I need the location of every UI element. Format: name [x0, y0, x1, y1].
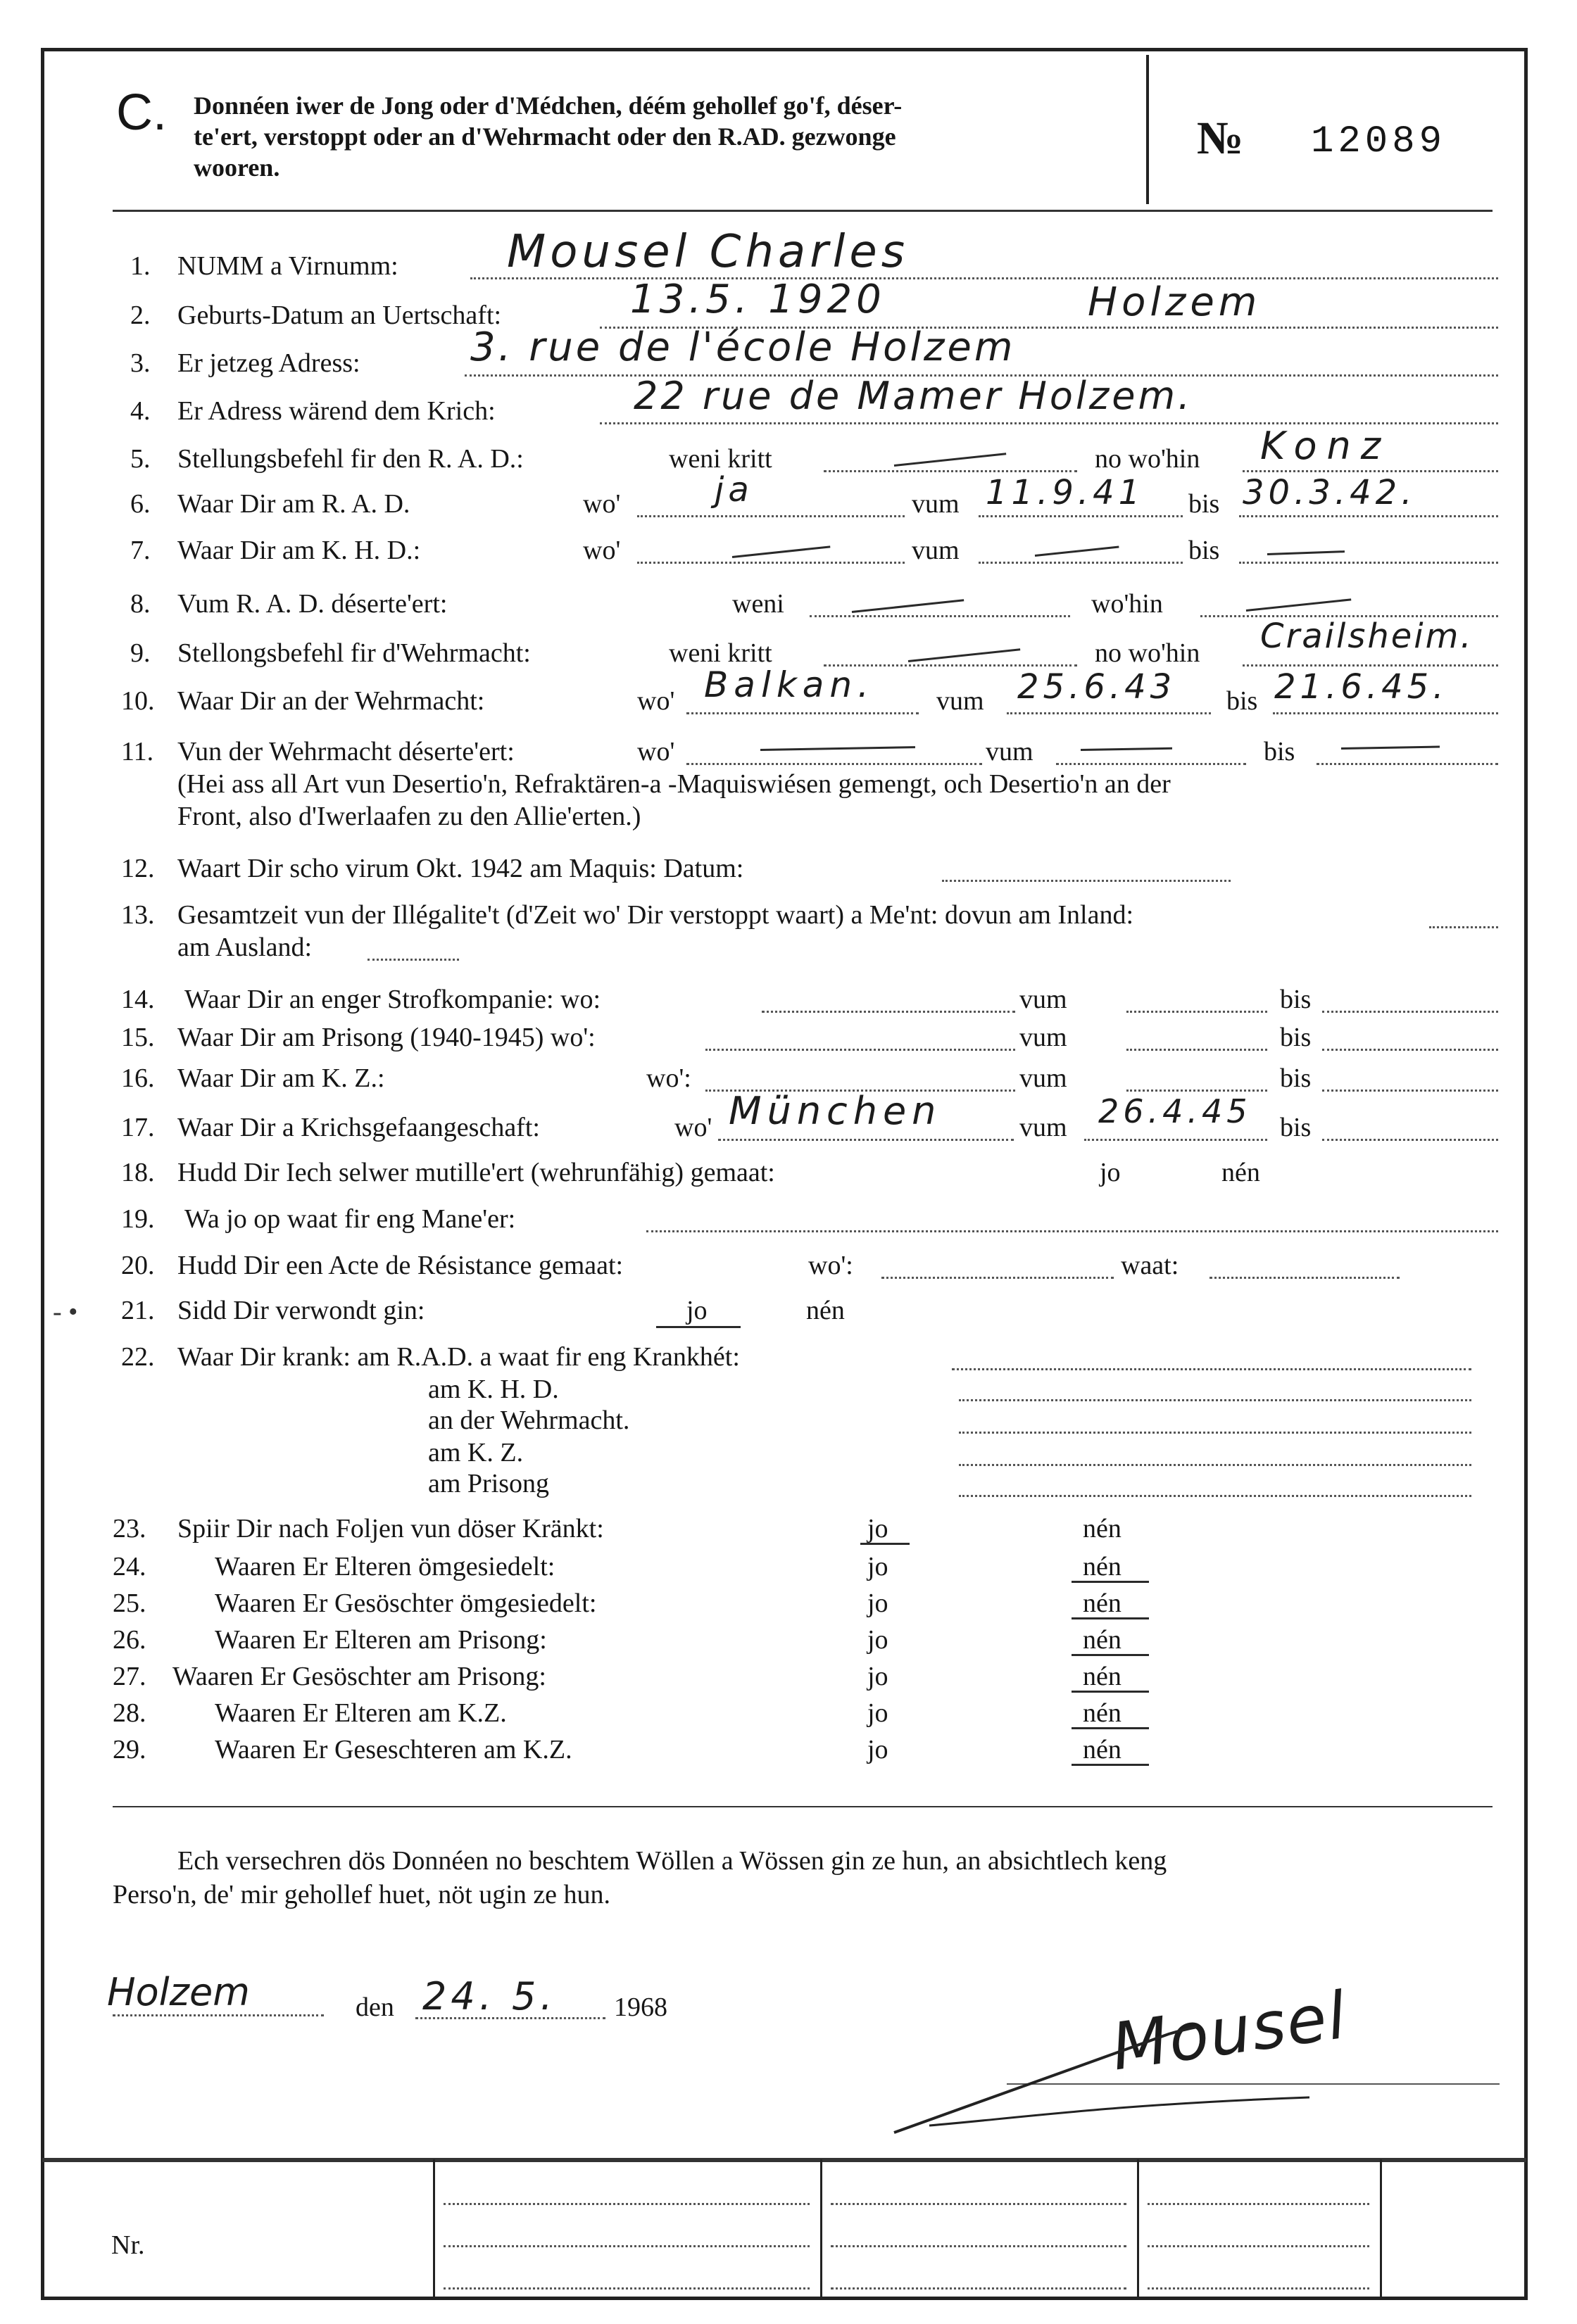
signature-date-line	[415, 2017, 605, 2019]
row-15-vum: vum	[1019, 1023, 1067, 1052]
row-11-note-line-1: (Hei ass all Art vun Desertio'n, Refraktären-a -Maquiswiésen gemengt, och Desertio'n an der	[177, 769, 1171, 799]
row-10-number: 10.	[121, 686, 155, 716]
row-13-label-2: am Ausland:	[177, 933, 313, 962]
row-21-number: 21.	[121, 1296, 155, 1325]
row-22-sub-4: am Prisong	[428, 1469, 550, 1498]
row-13-inland-line	[1429, 926, 1498, 928]
row-2-place: Holzem	[1088, 279, 1262, 325]
row-4-answer: 22 rue de Mamer Holzem.	[634, 374, 1193, 418]
row-14-wo-line	[762, 1011, 1015, 1013]
row-6-vum-line	[979, 515, 1183, 517]
header-title-line-3: wooren.	[194, 153, 280, 182]
header-rule	[113, 210, 1493, 212]
footer-col-3	[1137, 2159, 1139, 2300]
row-8-weni: weni	[732, 589, 784, 619]
row-18-jo: jo	[1100, 1158, 1121, 1187]
row-29-number: 29.	[113, 1735, 146, 1764]
row-8-number: 8.	[130, 589, 151, 619]
row-7-vum: vum	[912, 536, 960, 565]
footer-dots-3a	[1148, 2203, 1369, 2205]
row-21-marker: - •	[53, 1297, 78, 1327]
row-28-jo: jo	[867, 1698, 888, 1728]
row-13-number: 13.	[121, 900, 155, 930]
row-21-nen: nén	[806, 1296, 845, 1325]
row-17-vum: vum	[1019, 1113, 1067, 1142]
row-23-nen: nén	[1083, 1514, 1122, 1543]
footer-col-2	[820, 2159, 822, 2300]
row-5-weni-line	[824, 470, 1077, 472]
row-24-nen-underline	[1072, 1581, 1149, 1583]
row-25-number: 25.	[113, 1589, 146, 1618]
row-27-label: Waaren Er Gesöschter am Prisong:	[172, 1662, 546, 1691]
signature-date: 24. 5.	[422, 1974, 557, 2019]
row-27-nen-underline	[1072, 1691, 1149, 1693]
row-19-line	[646, 1230, 1498, 1232]
signature-flourish	[887, 2020, 1324, 2140]
footer-dots-1a	[444, 2203, 810, 2205]
row-5-number: 5.	[130, 444, 151, 474]
row-9-label: Stellongsbefehl fir d'Wehrmacht:	[177, 638, 531, 668]
row-17-vum-value: 26.4.45	[1098, 1092, 1252, 1130]
footer-col-1	[433, 2159, 435, 2300]
row-25-nen: nén	[1083, 1589, 1122, 1618]
row-27-number: 27.	[113, 1662, 146, 1691]
row-2-label: Geburts-Datum an Uertschaft:	[177, 301, 502, 330]
section-rule	[113, 1806, 1493, 1807]
row-22-line-5	[959, 1495, 1471, 1497]
row-14-bis: bis	[1280, 985, 1312, 1014]
footer-dots-2b	[831, 2245, 1126, 2247]
row-10-vum: vum	[936, 686, 984, 716]
row-10-label: Waar Dir an der Wehrmacht:	[177, 686, 485, 716]
row-8-wohin: wo'hin	[1091, 589, 1163, 619]
row-20-waat: waat:	[1121, 1251, 1179, 1280]
row-29-nen-underline	[1072, 1764, 1149, 1766]
row-17-wo-line	[718, 1139, 1014, 1141]
row-21-jo: jo	[686, 1296, 708, 1325]
row-6-bis: bis	[1188, 489, 1220, 519]
row-11-bis: bis	[1264, 737, 1295, 766]
row-17-label: Waar Dir a Krichsgefaangeschaft:	[177, 1113, 540, 1142]
row-17-number: 17.	[121, 1113, 155, 1142]
row-6-vum: vum	[912, 489, 960, 519]
footer-col-4	[1380, 2159, 1382, 2300]
row-29-label: Waaren Er Geseschteren am K.Z.	[215, 1735, 572, 1764]
signature-den: den	[356, 1993, 394, 2022]
row-20-number: 20.	[121, 1251, 155, 1280]
row-1-number: 1.	[130, 251, 151, 281]
row-11-bis-line	[1317, 763, 1498, 765]
declaration-line-1: Ech versechren dös Donnéen no beschtem Wöllen a Wössen gin ze hun, an absichtlech keng	[177, 1846, 1167, 1876]
row-6-wo-line	[637, 515, 905, 517]
row-16-number: 16.	[121, 1063, 155, 1093]
row-11-vum-line	[1056, 763, 1246, 765]
row-27-jo: jo	[867, 1662, 888, 1691]
row-24-number: 24.	[113, 1552, 146, 1581]
row-6-wo: wo'	[583, 489, 621, 519]
row-11-vum: vum	[986, 737, 1033, 766]
row-26-nen-underline	[1072, 1654, 1149, 1656]
row-12-number: 12.	[121, 854, 155, 883]
row-7-wo: wo'	[583, 536, 621, 565]
row-28-nen-underline	[1072, 1727, 1149, 1729]
row-13-label: Gesamtzeit vun der Illégalite't (d'Zeit wo' Dir verstoppt waart) a Me'nt: dovun am Inland:	[177, 900, 1134, 930]
row-26-jo: jo	[867, 1625, 888, 1655]
row-15-bis-line	[1322, 1049, 1498, 1051]
row-18-label: Hudd Dir Iech selwer mutille'ert (wehrunfähig) gemaat:	[177, 1158, 775, 1187]
row-24-nen: nén	[1083, 1552, 1122, 1581]
row-7-label: Waar Dir am K. H. D.:	[177, 536, 421, 565]
row-6-number: 6.	[130, 489, 151, 519]
row-22-label: Waar Dir krank: am R.A.D. a waat fir eng Krankhét:	[177, 1342, 740, 1372]
row-10-wo: wo'	[637, 686, 675, 716]
row-25-label: Waaren Er Gesöschter ömgesiedelt:	[215, 1589, 597, 1618]
row-25-jo: jo	[867, 1589, 888, 1618]
row-5-destination: Konz	[1260, 424, 1391, 468]
signature-place: Holzem	[107, 1970, 250, 2014]
row-8-weni-line	[810, 615, 1070, 617]
row-18-number: 18.	[121, 1158, 155, 1187]
row-15-number: 15.	[121, 1023, 155, 1052]
row-19-label: Wa jo op waat fir eng Mane'er:	[184, 1204, 516, 1234]
row-17-wo-value: München	[729, 1089, 942, 1133]
row-25-nen-underline	[1072, 1617, 1149, 1619]
row-16-vum: vum	[1019, 1063, 1067, 1093]
row-26-nen: nén	[1083, 1625, 1122, 1655]
header-divider	[1146, 55, 1149, 204]
row-17-wo: wo'	[674, 1113, 712, 1142]
row-17-bis-line	[1322, 1139, 1498, 1141]
row-9-weni: weni kritt	[669, 638, 772, 668]
row-22-line-1	[952, 1368, 1471, 1370]
footer-dots-2a	[831, 2203, 1126, 2205]
row-3-label: Er jetzeg Adress:	[177, 348, 360, 378]
row-15-wo-line	[705, 1049, 1015, 1051]
row-17-vum-line	[1084, 1139, 1267, 1141]
row-3-number: 3.	[130, 348, 151, 378]
row-6-vum-value: 11.9.41	[986, 473, 1145, 512]
row-12-line	[942, 880, 1231, 882]
row-11-wo: wo'	[637, 737, 675, 766]
footer-dots-1b	[444, 2245, 810, 2247]
row-10-wo-value: Balkan.	[704, 664, 875, 705]
row-6-wo-value: ja	[715, 470, 753, 510]
row-28-nen: nén	[1083, 1698, 1122, 1728]
row-5-weni: weni kritt	[669, 444, 772, 474]
form-number-label: №	[1197, 113, 1244, 164]
row-16-wo: wo':	[646, 1063, 691, 1093]
row-27-nen: nén	[1083, 1662, 1122, 1691]
row-11-wo-line	[686, 763, 982, 765]
row-29-jo: jo	[867, 1735, 888, 1764]
row-4-label: Er Adress wärend dem Krich:	[177, 396, 496, 426]
row-23-jo-underline	[860, 1543, 910, 1545]
footer-rule	[42, 2158, 1526, 2162]
row-6-bis-value: 30.3.42.	[1243, 473, 1416, 512]
row-11-label: Vun der Wehrmacht déserte'ert:	[177, 737, 515, 766]
row-15-label: Waar Dir am Prisong (1940-1945) wo':	[177, 1023, 596, 1052]
row-9-number: 9.	[130, 638, 151, 668]
row-15-vum-line	[1126, 1049, 1267, 1051]
row-29-nen: nén	[1083, 1735, 1122, 1764]
row-21-label: Sidd Dir verwondt gin:	[177, 1296, 425, 1325]
row-5-label: Stellungsbefehl fir den R. A. D.:	[177, 444, 524, 474]
row-19-number: 19.	[121, 1204, 155, 1234]
row-10-wo-line	[686, 712, 919, 714]
row-6-bis-line	[1239, 515, 1498, 517]
form-number-value: 12089	[1311, 120, 1447, 163]
footer-dots-1c	[444, 2287, 810, 2290]
signature-place-line	[113, 2014, 324, 2016]
row-5-nowohin-line	[1243, 470, 1498, 472]
row-7-bis-line	[1239, 562, 1498, 564]
row-7-wo-line	[637, 562, 905, 564]
row-22-line-4	[959, 1464, 1471, 1466]
row-26-number: 26.	[113, 1625, 146, 1655]
row-15-bis: bis	[1280, 1023, 1312, 1052]
row-22-line-2	[959, 1399, 1471, 1401]
row-14-number: 14.	[121, 985, 155, 1014]
row-24-label: Waaren Er Elteren ömgesiedelt:	[215, 1552, 555, 1581]
row-9-nowohin: no wo'hin	[1095, 638, 1200, 668]
declaration-line-2: Perso'n, de' mir gehollef huet, nöt ugin ze hun.	[113, 1880, 611, 1909]
row-13-ausland-line	[367, 959, 459, 961]
row-4-number: 4.	[130, 396, 151, 426]
row-22-number: 22.	[121, 1342, 155, 1372]
row-14-label: Waar Dir an enger Strofkompanie: wo:	[184, 985, 601, 1014]
footer-dots-3c	[1148, 2287, 1369, 2290]
row-12-label: Waart Dir scho virum Okt. 1942 am Maquis: Datum:	[177, 854, 744, 883]
row-10-bis-value: 21.6.45.	[1274, 667, 1448, 707]
row-10-bis: bis	[1226, 686, 1258, 716]
footer-nr-label: Nr.	[111, 2230, 145, 2260]
signature-year: 1968	[614, 1993, 667, 2022]
row-14-bis-line	[1322, 1011, 1498, 1013]
row-16-bis: bis	[1280, 1063, 1312, 1093]
row-6-label: Waar Dir am R. A. D.	[177, 489, 410, 519]
row-23-number: 23.	[113, 1514, 146, 1543]
header-title-line-2: te'ert, verstoppt oder an d'Wehrmacht oder den R.AD. gezwonge	[194, 122, 896, 151]
row-22-line-3	[959, 1432, 1471, 1434]
row-16-bis-line	[1322, 1090, 1498, 1092]
row-24-jo: jo	[867, 1552, 888, 1581]
row-2-date: 13.5. 1920	[630, 277, 886, 322]
header-title-line-1: Donnéen iwer de Jong oder d'Médchen, déém gehollef go'f, déser-	[194, 91, 903, 120]
row-1-label: NUMM a Virnumm:	[177, 251, 398, 281]
footer-dots-2c	[831, 2287, 1126, 2290]
row-2-number: 2.	[130, 301, 151, 330]
row-8-label: Vum R. A. D. déserte'ert:	[177, 589, 448, 619]
row-21-jo-underline	[656, 1326, 741, 1328]
signature: Mousel	[1107, 1977, 1352, 2085]
row-16-vum-line	[1126, 1090, 1267, 1092]
row-5-nowohin: no wo'hin	[1095, 444, 1200, 474]
row-10-vum-value: 25.6.43	[1017, 667, 1176, 707]
row-20-wo-line	[881, 1277, 1114, 1279]
row-28-number: 28.	[113, 1698, 146, 1728]
row-23-jo: jo	[867, 1514, 888, 1543]
row-26-label: Waaren Er Elteren am Prisong:	[215, 1625, 547, 1655]
row-10-bis-line	[1273, 712, 1498, 714]
row-3-answer: 3. rue de l'école Holzem	[470, 324, 1016, 370]
row-17-bis: bis	[1280, 1113, 1312, 1142]
row-20-label: Hudd Dir een Acte de Résistance gemaat:	[177, 1251, 624, 1280]
row-7-vum-line	[979, 562, 1183, 564]
row-10-vum-line	[1007, 712, 1211, 714]
footer-dots-3b	[1148, 2245, 1369, 2247]
row-18-nen: nén	[1221, 1158, 1260, 1187]
row-22-sub-2: an der Wehrmacht.	[428, 1406, 630, 1435]
row-1-answer: Mousel Charles	[507, 226, 910, 278]
row-9-destination: Crailsheim.	[1260, 617, 1474, 656]
row-7-number: 7.	[130, 536, 151, 565]
row-16-label: Waar Dir am K. Z.:	[177, 1063, 385, 1093]
row-14-vum-line	[1126, 1011, 1267, 1013]
row-23-label: Spiir Dir nach Foljen vun döser Kränkt:	[177, 1514, 604, 1543]
row-7-bis: bis	[1188, 536, 1220, 565]
row-14-vum: vum	[1019, 985, 1067, 1014]
row-22-sub-1: am K. H. D.	[428, 1375, 559, 1404]
row-20-wo: wo':	[808, 1251, 853, 1280]
row-11-number: 11.	[121, 737, 154, 766]
row-20-waat-line	[1210, 1277, 1400, 1279]
section-letter: C.	[116, 84, 167, 141]
row-22-sub-3: am K. Z.	[428, 1438, 524, 1467]
row-9-nowohin-line	[1243, 664, 1498, 667]
row-28-label: Waaren Er Elteren am K.Z.	[215, 1698, 507, 1728]
row-11-note-line-2: Front, also d'Iwerlaafen zu den Allie'erten.)	[177, 802, 641, 831]
